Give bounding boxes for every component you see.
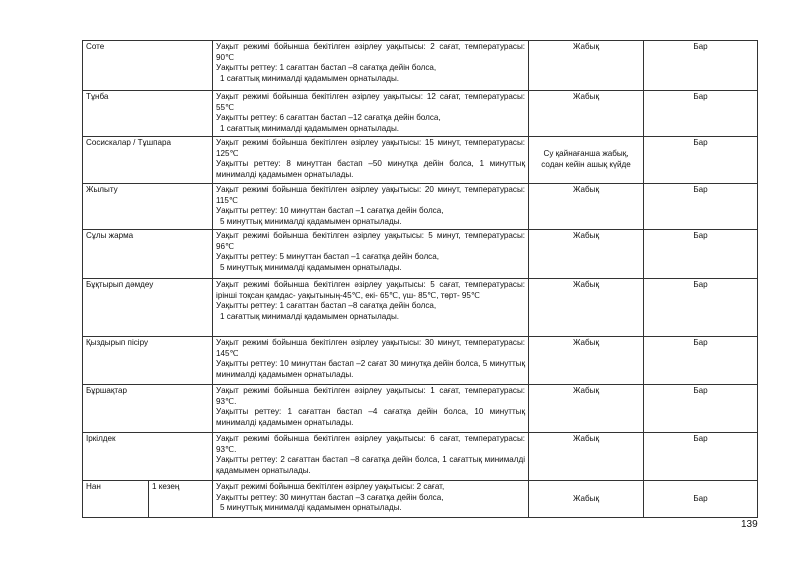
- desc-line: Уақыт режимі бойынша бекітілген әзірлеу уақытысы: 15 минут, температурасы: 125℃: [216, 138, 526, 158]
- mode-name: Сосискалар / Тұшпара: [83, 137, 213, 184]
- desc-line: Уақыт режимі бойынша бекітілген әзірлеу уақытысы: 2 сағат,: [216, 482, 445, 491]
- lid-state: Жабық: [529, 184, 644, 230]
- auto-warm: Бар: [644, 137, 758, 184]
- lid-state: Жабық: [529, 481, 644, 518]
- desc-line: Уақытты реттеу: 10 минуттан бастап –2 сағат 30 минутқа дейін болса, 5 минуттық минималді қадамымен орнатылады.: [216, 359, 526, 379]
- desc-line: 1 сағаттық минималді қадамымен орнатылады.: [220, 311, 400, 321]
- table-row: [83, 137, 758, 184]
- mode-description: [213, 481, 529, 518]
- table-row: [83, 433, 758, 481]
- mode-name: Жылыту: [83, 184, 213, 230]
- mode-name: Бұршақтар: [83, 385, 213, 433]
- desc-line: Уақыт режимі бойынша бекітілген әзірлеу уақытысы: 12 сағат, температурасы: 55℃: [216, 92, 526, 112]
- mode-name: Қыздырып пісіру: [83, 337, 213, 385]
- desc-line: Уақытты реттеу: 5 минуттан бастап –1 сағатқа дейін болса,: [216, 252, 439, 262]
- table-row: [83, 385, 758, 433]
- desc-line: 5 минуттық минималді қадамымен орнатылады.: [220, 503, 402, 513]
- desc-line: Уақытты реттеу: 2 сағаттан бастап –8 сағатқа дейін болса, 1 сағаттық минималді қадамымен орнатылады.: [216, 455, 526, 475]
- program-table: [82, 40, 758, 518]
- mode-name: Іркілдек: [83, 433, 213, 481]
- mode-description: [213, 385, 529, 433]
- desc-line: 1 сағаттық минималді қадамымен орнатылады.: [220, 123, 400, 133]
- desc-line: Уақыт режимі бойынша бекітілген әзірлеу уақытысы: 2 сағат, температурасы: 90℃: [216, 42, 526, 62]
- table-row: [83, 91, 758, 137]
- mode-name: Тұнба: [83, 91, 213, 137]
- desc-line: Уақытты реттеу: 8 минуттан бастап –50 минутқа дейін болса, 1 минуттық минималді қадамымен орнатылады.: [216, 159, 526, 179]
- auto-warm: Бар: [644, 230, 758, 279]
- auto-warm: Бар: [644, 184, 758, 230]
- mode-name: Бұқтырып дәмдеу: [83, 279, 213, 337]
- table-row: [83, 337, 758, 385]
- mode-name: Нан: [83, 481, 149, 518]
- lid-state: Жабық: [529, 230, 644, 279]
- auto-warm: Бар: [644, 41, 758, 91]
- lid-state: Жабық: [529, 41, 644, 91]
- mode-description: [213, 184, 529, 230]
- desc-line: Уақытты реттеу: 30 минуттан бастап –3 сағатқа дейін болса,: [216, 492, 444, 502]
- auto-warm: Бар: [644, 433, 758, 481]
- desc-line: Уақытты реттеу: 6 сағаттан бастап –12 сағатқа дейін болса,: [216, 113, 441, 123]
- desc-line: Уақыт режимі бойынша бекітілген әзірлеу уақытысы: 6 сағат, температурасы: 93℃.: [216, 434, 526, 454]
- desc-line: Уақыт режимі бойынша бекітілген әзірлеу уақытысы: 20 минут, температурасы: 115℃: [216, 185, 526, 205]
- desc-line: Уақыт режимі бойынша бекітілген әзірлеу уақытысы: 30 минут, температурасы: 145℃: [216, 338, 526, 358]
- desc-line: Уақыт режимі бойынша бекітілген әзірлеу уақытысы: 5 минут, температурасы: 96℃: [216, 231, 526, 251]
- auto-warm: Бар: [644, 337, 758, 385]
- desc-line: 1 сағаттық минималді қадамымен орнатылады.: [220, 73, 400, 83]
- table-row: [83, 41, 758, 91]
- desc-line: Уақыт режимі бойынша бекітілген әзірлеу уақытысы: 1 сағат, температурасы: 93℃.: [216, 386, 526, 406]
- mode-name: Соте: [83, 41, 213, 91]
- table-row: [83, 279, 758, 337]
- lid-state: Жабық: [529, 337, 644, 385]
- lid-state: Жабық: [529, 279, 644, 337]
- desc-line: Уақытты реттеу: 1 сағаттан бастап –8 сағатқа дейін болса,: [216, 301, 437, 311]
- lid-state: Жабық: [529, 433, 644, 481]
- lid-state: Жабық: [529, 91, 644, 137]
- mode-name: Сұлы жарма: [83, 230, 213, 279]
- table-row: [83, 481, 758, 518]
- mode-description: [213, 137, 529, 184]
- lid-state: Су қайнағанша жабық, содан кейін ашық күйде: [529, 137, 644, 184]
- auto-warm: Бар: [644, 91, 758, 137]
- table-row: [83, 184, 758, 230]
- mode-description: [213, 41, 529, 91]
- mode-description: [213, 337, 529, 385]
- mode-description: [213, 230, 529, 279]
- desc-line: 5 минуттық минималді қадамымен орнатылады.: [220, 216, 402, 226]
- desc-line: Уақыт режимі бойынша бекітілген әзірлеу уақытысы: 5 сағат, температурасы: ірінші тоқсан қамдас- уақытының-45℃, екі- 65℃, үш- 85℃, төрт- 95℃: [216, 280, 526, 300]
- mode-description: [213, 433, 529, 481]
- stage-label: 1 кезең: [149, 481, 213, 518]
- desc-line: Уақытты реттеу: 10 минуттан бастап –1 сағатқа дейін болса,: [216, 206, 444, 216]
- mode-description: [213, 91, 529, 137]
- auto-warm: Бар: [644, 481, 758, 518]
- page-number: 139: [741, 519, 758, 530]
- desc-line: 5 минуттық минималді қадамымен орнатылады.: [220, 262, 402, 272]
- desc-line: Уақытты реттеу: 1 сағаттан бастап –8 сағатқа дейін болса,: [216, 63, 437, 73]
- mode-description: [213, 279, 529, 337]
- auto-warm: Бар: [644, 279, 758, 337]
- auto-warm: Бар: [644, 385, 758, 433]
- desc-line: Уақытты реттеу: 1 сағаттан бастап –4 сағатқа дейін болса, 10 минуттық минималді қадамымен орнатылады.: [216, 407, 526, 427]
- table-row: [83, 230, 758, 279]
- lid-state: Жабық: [529, 385, 644, 433]
